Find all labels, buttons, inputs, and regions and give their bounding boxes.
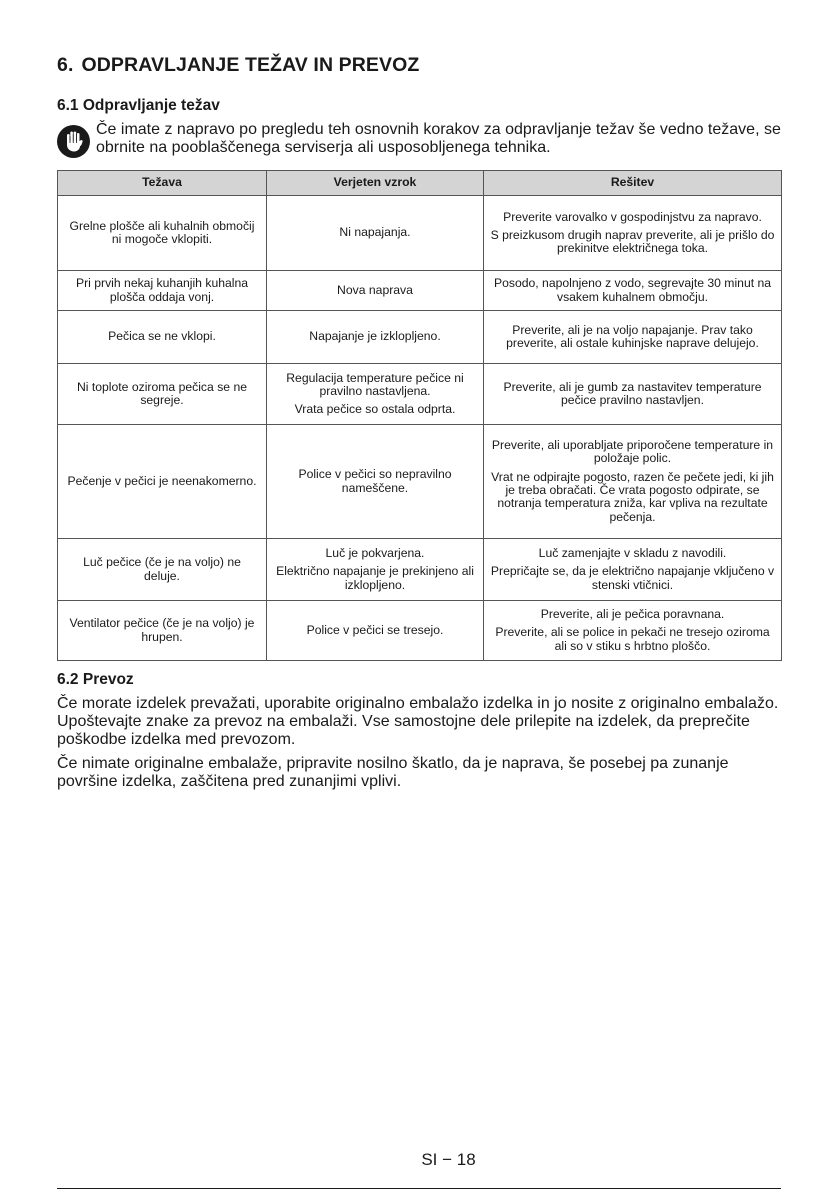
solution-text: Preverite varovalko v gospodinjstvu za napravo. [503, 209, 762, 224]
table-row [58, 196, 782, 271]
table-header-row [58, 171, 782, 196]
cause-cell [267, 601, 484, 661]
solution-text: Preverite, ali je pečica poravnana. [540, 607, 725, 622]
problem-cell [58, 311, 267, 364]
solution-text: Vrat ne odpirajte pogosto, razen če pečete jedi, ki jih je treba obračati. Če vrata pogosto odpirate, se notranja temperatura zniža, kar vpliva na rezultate pečenja. [491, 469, 774, 524]
cause-cell [267, 311, 484, 364]
problem-cell [58, 196, 267, 271]
solution-text: Preverite, ali je na voljo napajanje. Prav tako preverite, ali ostale kuhinjske naprave delujejo. [506, 322, 759, 350]
cause-cell [267, 425, 484, 539]
cause-cell [267, 196, 484, 271]
cause-text: Električno napajanje je prekinjeno ali izklopljeno. [276, 564, 474, 592]
problem-cell [58, 271, 267, 311]
cause-text: Vrata pečice so ostala odprta. [294, 402, 456, 417]
table-row [58, 601, 782, 661]
problem-text: Pečica se ne vklopi. [108, 329, 216, 344]
problem-text: Luč pečice (če je na voljo) ne deluje. [83, 555, 241, 583]
warning-note [57, 121, 785, 157]
cause-text: Police v pečici so nepravilno nameščene. [298, 467, 452, 495]
table-row [58, 364, 782, 425]
section-title-text: ODPRAVLJANJE TEŽAV IN PREVOZ [81, 54, 420, 76]
solution-text: S preizkusom drugih naprav preverite, ali je prišlo do prekinitve električnega toka. [490, 227, 775, 256]
subsection-title-transport: 6.2 Prevoz [57, 671, 134, 688]
solution-cell [484, 311, 782, 364]
page-number: SI − 18 [421, 1150, 476, 1169]
header-solution: Rešitev [484, 171, 782, 196]
problem-cell [58, 425, 267, 539]
section-title [57, 54, 419, 77]
header-cause: Verjeten vzrok [267, 171, 484, 196]
problem-cell [58, 601, 267, 661]
solution-text: Preverite, ali je gumb za nastavitev temperature pečice pravilno nastavljen. [503, 379, 762, 407]
cause-text: Napajanje je izklopljeno. [309, 329, 441, 344]
problem-text: Ni toplote oziroma pečica se ne segreje. [76, 379, 248, 407]
footer-rule [57, 1188, 781, 1189]
cause-cell [267, 271, 484, 311]
solution-cell [484, 601, 782, 661]
solution-text: Luč zamenjajte v skladu z navodili. [538, 546, 727, 561]
header-problem: Težava [58, 171, 267, 196]
cause-cell [267, 364, 484, 425]
stop-hand-icon [57, 125, 90, 158]
cause-text: Regulacija temperature pečice ni pravilno nastavljena. [286, 370, 464, 398]
solution-cell [484, 196, 782, 271]
solution-cell [484, 364, 782, 425]
transport-paragraph: Če morate izdelek prevažati, uporabite originalno embalažo izdelka in jo nosite z originalno embalažo. Upoštevajte znake za prevoz na embalaži. Vse samostojne dele prilepite na izdelek, da preprečite poškodbe izdelka med prevozom. [57, 695, 779, 748]
solution-text: Posodo, napolnjeno z vodo, segrevajte 30 minut na vsakem kuhalnem območju. [493, 276, 772, 304]
subsection-title-troubleshooting: 6.1 Odpravljanje težav [57, 97, 220, 114]
cause-text: Nova naprava [337, 282, 413, 297]
solution-cell [484, 425, 782, 539]
table-row [58, 425, 782, 539]
solution-cell [484, 539, 782, 601]
section-number: 6. [57, 54, 74, 76]
problem-text: Pri prvih nekaj kuhanjih kuhalna plošča oddaja vonj. [75, 276, 249, 304]
cause-cell [267, 539, 484, 601]
warning-note-text: Če imate z napravo po pregledu teh osnovnih korakov za odpravljanje težav še vedno težave, se obrnite na pooblaščenega serviserja ali usposobljenega tehnika. [96, 121, 781, 156]
solution-text: Prepričajte se, da je električno napajanje vključeno v stenski vtičnici. [490, 564, 775, 592]
problem-cell [58, 539, 267, 601]
solution-cell [484, 271, 782, 311]
troubleshooting-table [57, 170, 782, 661]
problem-cell [58, 364, 267, 425]
solution-text: Preverite, ali uporabljate priporočene temperature in položaje polic. [491, 438, 774, 466]
problem-text: Grelne plošče ali kuhalnih območij ni mogoče vklopiti. [69, 218, 255, 246]
transport-paragraph: Če nimate originalne embalaže, pripravite nosilno škatlo, da je naprava, še posebej pa zunanje površine izdelka, zaščitena pred zunanjimi vplivi. [57, 755, 729, 790]
table-row [58, 539, 782, 601]
cause-text: Ni napajanja. [339, 225, 411, 240]
table-row [58, 311, 782, 364]
cause-text: Luč je pokvarjena. [325, 546, 425, 561]
cause-text: Police v pečici se tresejo. [306, 622, 444, 637]
table-row [58, 271, 782, 311]
problem-text: Ventilator pečice (če je na voljo) je hrupen. [69, 616, 255, 644]
solution-text: Preverite, ali se police in pekači ne tresejo oziroma ali so v stiku s hrbtno ploščo. [495, 625, 770, 653]
problem-text: Pečenje v pečici je neenakomerno. [67, 473, 257, 488]
